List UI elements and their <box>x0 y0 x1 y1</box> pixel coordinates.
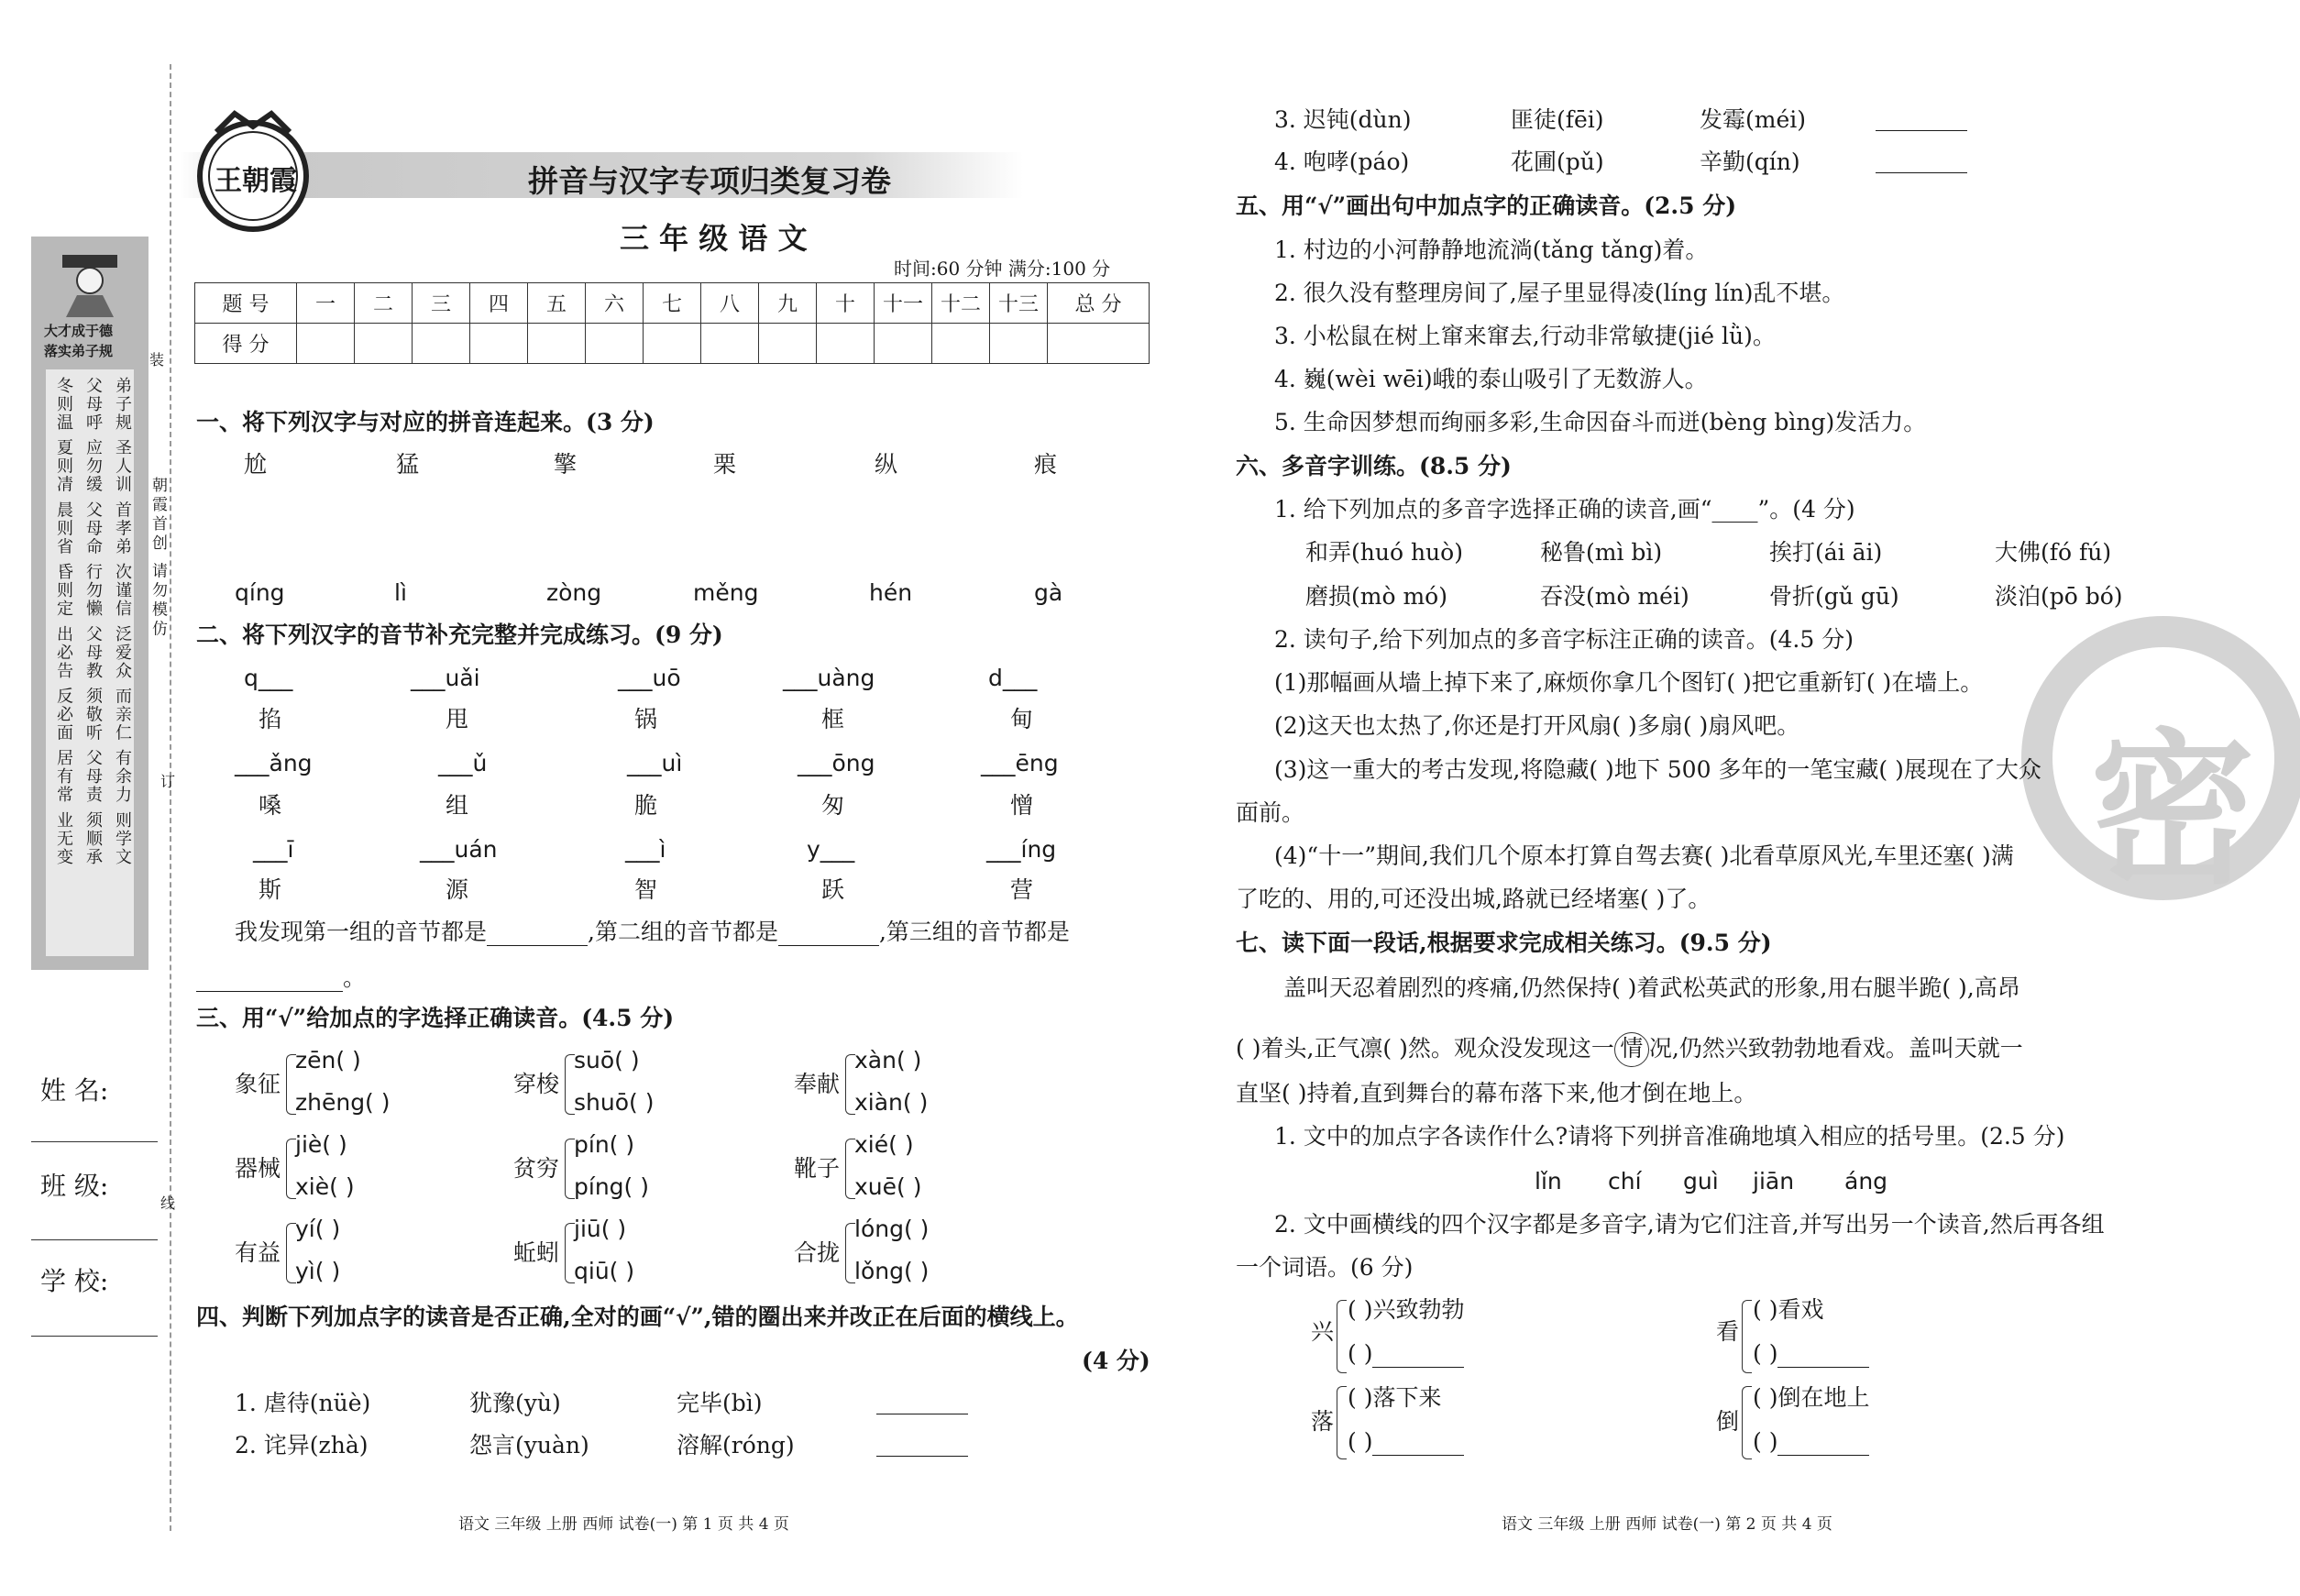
verse-col-2: 父母呼 应勿缓 父母命 行勿懒 父母教 须敬听 父母责 须顺承 <box>83 377 103 867</box>
s6-sentence[interactable]: (4)“十一”期间,我们几个原本打算自驾去赛( )北看草原风光,车里还塞( )满 <box>1274 842 2014 869</box>
sidebar-panel <box>31 237 149 970</box>
s6-word[interactable]: 磨损(mò mó) <box>1305 583 1447 610</box>
s3-word: 靴子 <box>794 1155 841 1182</box>
verse-col-3: 冬则温 夏则凊 晨则省 昏则定 出必告 反必面 居有常 业无变 <box>54 377 73 867</box>
name-field[interactable] <box>31 1141 158 1142</box>
s7-group-line[interactable]: ( )倒在地上 <box>1753 1384 1870 1411</box>
s2-char: 甸 <box>1010 706 1034 732</box>
s1-pinyin[interactable]: měng <box>693 579 759 606</box>
s3-option[interactable]: lóng( ) <box>854 1216 930 1242</box>
answer-blank[interactable] <box>487 923 588 946</box>
s6-word[interactable]: 挨打(ái āi) <box>1769 539 1883 566</box>
s3-word: 贫穷 <box>513 1155 560 1182</box>
s3-option[interactable]: xiè( ) <box>295 1173 355 1200</box>
s2-syllable[interactable]: ___uàng <box>783 665 875 691</box>
s6-sentence[interactable]: 了吃的、用的,可还没出城,路就已经堵塞( )了。 <box>1236 886 1711 912</box>
s2-syllable[interactable]: ___ī <box>253 836 294 863</box>
s4-item[interactable]: 完毕(bì) <box>677 1390 763 1416</box>
s3-option[interactable]: jiè( ) <box>295 1131 347 1158</box>
s3-option[interactable]: suō( ) <box>574 1047 640 1073</box>
s3-option[interactable]: xié( ) <box>854 1131 914 1158</box>
s2-char: 框 <box>821 706 845 732</box>
s7-group-line[interactable]: ( ) <box>1753 1340 1869 1368</box>
s4-item[interactable]: 发霉(méi) <box>1700 106 1807 133</box>
s7-pinyin[interactable]: lǐn <box>1535 1168 1562 1194</box>
s1-title: 一、将下列汉字与对应的拼音连起来。(3 分) <box>196 409 655 435</box>
s1-pinyin[interactable]: zòng <box>546 579 602 606</box>
s3-option[interactable]: pín( ) <box>574 1131 635 1158</box>
motto-2: 落实弟子规 <box>44 343 114 359</box>
s5-item[interactable]: 4. 巍(wèi wēi)峨的泰山吸引了无数游人。 <box>1274 366 1708 392</box>
s3-option[interactable]: zēn( ) <box>295 1047 361 1073</box>
s7-group-line[interactable]: ( ) <box>1348 1428 1464 1456</box>
s2-syllable[interactable]: y___ <box>807 836 855 863</box>
s6-sentence: 面前。 <box>1236 799 1305 826</box>
s6-sentence[interactable]: (2)这天也太热了,你还是打开风扇( )多扇( )扇风吧。 <box>1274 712 1800 739</box>
score-table <box>194 282 1150 364</box>
s2-char: 憎 <box>1010 792 1034 819</box>
answer-blank[interactable] <box>778 923 879 946</box>
s7-group-char: 落 <box>1311 1408 1335 1435</box>
class-field[interactable] <box>31 1239 158 1240</box>
s5-item[interactable]: 3. 小松鼠在树上窜来窜去,行动非常敏捷(jié lǜ)。 <box>1274 323 1776 349</box>
s4-item[interactable]: 犹豫(yù) <box>469 1390 561 1416</box>
s7-q2: 2. 文中画横线的四个汉字都是多音字,请为它们注音,并写出另一个读音,然后再各组 <box>1274 1211 2105 1238</box>
s7-group-char: 看 <box>1716 1318 1740 1345</box>
s1-pinyin[interactable]: qíng <box>235 579 285 606</box>
s4-title: 四、判断下列加点字的读音是否正确,全对的画“√”,错的圈出来并改正在后面的横线上。 <box>196 1304 1079 1330</box>
s2-char: 嗓 <box>259 792 282 819</box>
footer-right: 语文 三年级 上册 西师 试卷(一) 第 2 页 共 4 页 <box>1502 1515 1832 1534</box>
brace-icon <box>1742 1300 1752 1373</box>
circled-char: 情 <box>1614 1032 1649 1067</box>
s6-title: 六、多音字训练。(8.5 分) <box>1236 453 1512 479</box>
school-field[interactable] <box>31 1336 158 1337</box>
s1-pinyin[interactable]: gà <box>1034 579 1063 606</box>
s3-word: 器械 <box>235 1155 281 1182</box>
s3-word: 有益 <box>235 1239 281 1266</box>
s3-option[interactable]: xàn( ) <box>854 1047 922 1073</box>
s3-option[interactable]: yí( ) <box>295 1216 341 1242</box>
s6-word[interactable]: 和弄(huó huò) <box>1305 539 1463 566</box>
page-title: 拼音与汉字专项归类复习卷 <box>528 163 891 199</box>
s4-item[interactable]: 花圃(pǔ) <box>1511 149 1604 175</box>
s2-char: 匆 <box>821 792 845 819</box>
s3-option[interactable]: yì( ) <box>295 1258 341 1284</box>
s2-char: 斯 <box>259 876 282 903</box>
cut-mark-2: 订 <box>160 773 176 790</box>
answer-blank <box>1372 1345 1464 1368</box>
s2-char: 甩 <box>446 706 469 732</box>
brace-icon <box>1337 1300 1347 1373</box>
s2-question-end: 。 <box>196 964 366 992</box>
s6-word[interactable]: 吞没(mò méi) <box>1540 583 1689 610</box>
brace-icon <box>1742 1386 1752 1459</box>
s3-word: 奉献 <box>794 1071 841 1097</box>
motto-1: 大才成于德 <box>44 323 114 339</box>
s2-syllable[interactable]: ___ōng <box>798 750 875 776</box>
s4-item[interactable]: 怨言(yuàn) <box>469 1432 589 1458</box>
s2-syllable[interactable]: ___uō <box>618 665 681 691</box>
s6-word[interactable]: 秘鲁(mì bì) <box>1540 539 1663 566</box>
s7-paragraph[interactable]: 盖叫天忍着剧烈的疼痛,仍然保持( )着武松英武的形象,用右腿半跪( ),高昂 <box>1283 974 2020 1001</box>
answer-blank[interactable] <box>876 1392 968 1414</box>
s3-option[interactable]: lǒng( ) <box>854 1258 930 1284</box>
s2-question: 我发现第一组的音节都是 ,第二组的音节都是 ,第三组的音节都是 <box>235 919 1070 945</box>
s5-item[interactable]: 2. 很久没有整理房间了,屋子里显得凌(líng lín)乱不堪。 <box>1274 280 1845 306</box>
s2-char: 智 <box>634 876 658 903</box>
s2-syllable[interactable]: ___ēng <box>981 750 1059 776</box>
s2-char: 营 <box>1010 876 1034 903</box>
s4-item[interactable]: 3. 迟钝(dùn) <box>1274 106 1412 133</box>
answer-blank <box>1777 1345 1869 1368</box>
s4-score: (4 分) <box>1082 1348 1150 1374</box>
s4-item[interactable]: 匪徒(fēi) <box>1511 106 1604 133</box>
answer-blank[interactable] <box>196 969 343 992</box>
s3-option[interactable]: shuō( ) <box>574 1089 655 1116</box>
s6-word[interactable]: 骨折(gǔ gū) <box>1769 583 1899 610</box>
s6-sentence[interactable]: (3)这一重大的考古发现,将隐藏( )地下 500 多年的一笔宝藏( )展现在了大众 <box>1274 756 2041 783</box>
s1-pinyin[interactable]: lì <box>394 579 407 606</box>
s3-option[interactable]: xuē( ) <box>854 1173 922 1200</box>
s3-option[interactable]: jiū( ) <box>574 1216 627 1242</box>
s2-syllable[interactable]: ___uǎi <box>411 665 480 691</box>
answer-blank <box>1777 1433 1869 1456</box>
s2-syllable[interactable]: ___ǎng <box>235 750 313 776</box>
s7-title: 七、读下面一段话,根据要求完成相关练习。(9.5 分) <box>1236 930 1772 956</box>
s7-pinyin[interactable]: áng <box>1844 1168 1888 1194</box>
logo-text: 王朝霞 <box>215 165 297 197</box>
s1-char[interactable]: 纵 <box>875 451 898 478</box>
s2-char: 源 <box>446 876 469 903</box>
s1-char[interactable]: 栗 <box>713 451 737 478</box>
time-info: 时间:60 分钟 满分:100 分 <box>894 258 1111 280</box>
seal-glyph-icon: 密 <box>2090 715 2256 907</box>
s1-char[interactable]: 痕 <box>1034 451 1058 478</box>
cut-line <box>170 64 171 1531</box>
s2-syllable[interactable]: q___ <box>244 665 293 691</box>
s6-sentence[interactable]: (1)那幅画从墙上掉下来了,麻烦你拿几个图钉( )把它重新钉( )在墙上。 <box>1274 669 1984 696</box>
s1-pinyin[interactable]: hén <box>869 579 913 606</box>
s3-option[interactable]: zhēng( ) <box>295 1089 391 1116</box>
s6-q2: 2. 读句子,给下列加点的多音字标注正确的读音。(4.5 分) <box>1274 626 1854 653</box>
verses-box <box>46 369 134 956</box>
s2-syllable[interactable]: ___ì <box>625 836 666 863</box>
name-label: 姓 名: <box>40 1075 109 1106</box>
s2-char: 组 <box>446 792 469 819</box>
answer-blank[interactable] <box>876 1434 968 1457</box>
s5-title: 五、用“√”画出句中加点字的正确读音。(2.5 分) <box>1236 193 1737 219</box>
answer-blank[interactable] <box>1876 150 1967 173</box>
s4-item[interactable]: 溶解(róng) <box>677 1432 795 1458</box>
s1-char[interactable]: 尬 <box>244 451 268 478</box>
s6-word[interactable]: 淡泊(pō bó) <box>1995 583 2123 610</box>
s2-title: 二、将下列汉字的音节补充完整并完成练习。(9 分) <box>196 622 723 648</box>
cut-mark-1: 装 <box>149 351 165 369</box>
s3-option[interactable]: qiū( ) <box>574 1258 635 1284</box>
s2-syllable[interactable]: ___ǔ <box>438 750 488 776</box>
subtitle: 三 年 级 语 文 <box>620 221 808 256</box>
s4-item[interactable]: 1. 虐待(nüè) <box>235 1390 371 1416</box>
s7-paragraph[interactable]: 直坚( )持着,直到舞台的幕布落下来,他才倒在地上。 <box>1236 1080 1757 1106</box>
s2-syllable[interactable]: ___uán <box>420 836 498 863</box>
s7-group-char: 兴 <box>1311 1318 1335 1345</box>
score-header-row: 题 号 一 二 三 四 五 六 七 八 九 十 十一 十二 十三 总 分 <box>195 283 1150 324</box>
class-label: 班 级: <box>40 1171 109 1201</box>
s7-q2-end: 一个词语。(6 分) <box>1236 1254 1414 1281</box>
s2-syllable[interactable]: d___ <box>988 665 1038 691</box>
s7-group-line[interactable]: ( )落下来 <box>1348 1384 1442 1411</box>
school-label: 学 校: <box>40 1266 109 1296</box>
cut-mark-3: 线 <box>160 1194 176 1212</box>
s2-syllable[interactable]: ___íng <box>986 836 1057 863</box>
s5-item[interactable]: 1. 村边的小河静静地流淌(tǎng tǎng)着。 <box>1274 237 1709 263</box>
s2-char: 脆 <box>634 792 658 819</box>
s1-char[interactable]: 猛 <box>396 451 420 478</box>
s4-item[interactable]: 2. 诧异(zhà) <box>235 1432 369 1458</box>
s3-title: 三、用“√”给加点的字选择正确读音。(4.5 分) <box>196 1005 675 1031</box>
footer-left: 语文 三年级 上册 西师 试卷(一) 第 1 页 共 4 页 <box>458 1515 789 1534</box>
s4-item[interactable]: 辛勤(qín) <box>1700 149 1800 175</box>
s2-syllable[interactable]: ___uì <box>627 750 683 776</box>
s7-q1: 1. 文中的加点字各读作什么?请将下列拼音准确地填入相应的括号里。(2.5 分) <box>1274 1123 2065 1150</box>
s7-group-line[interactable]: ( ) <box>1753 1428 1869 1456</box>
score-input-row: 得 分 <box>195 324 1150 364</box>
s2-char: 跃 <box>821 876 845 903</box>
s3-word: 象征 <box>235 1071 281 1097</box>
answer-blank <box>1372 1433 1464 1456</box>
answer-blank[interactable] <box>1876 108 1967 131</box>
s7-group-line[interactable]: ( )兴致勃勃 <box>1348 1296 1465 1323</box>
s2-char: 锅 <box>634 706 658 732</box>
s7-group-line[interactable]: ( ) <box>1348 1340 1464 1368</box>
s3-option[interactable]: xiàn( ) <box>854 1089 929 1116</box>
scholar-icon <box>53 246 127 319</box>
s3-option[interactable]: píng( ) <box>574 1173 649 1200</box>
verse-col-1: 弟子规 圣人训 首孝弟 次谨信 泛爱众 而亲仁 有余力 则学文 <box>113 377 132 867</box>
s6-q1: 1. 给下列加点的多音字选择正确的读音,画“____”。(4 分) <box>1274 496 1855 523</box>
s7-pinyin[interactable]: chí <box>1608 1168 1642 1194</box>
s3-word: 合拢 <box>794 1239 841 1266</box>
s7-pinyin[interactable]: guì <box>1683 1168 1719 1194</box>
s7-pinyin[interactable]: jiān <box>1753 1168 1795 1194</box>
s1-char[interactable]: 擎 <box>554 451 578 478</box>
s7-group-line[interactable]: ( )看戏 <box>1753 1296 1824 1323</box>
s5-item[interactable]: 5. 生命因梦想而绚丽多彩,生命因奋斗而迸(bèng bìng)发活力。 <box>1274 409 1927 435</box>
s4-item[interactable]: 4. 咆哮(páo) <box>1274 149 1410 175</box>
s6-word[interactable]: 大佛(fó fú) <box>1995 539 2112 566</box>
s3-word: 穿梭 <box>513 1071 560 1097</box>
vertical-notes: 朝霞首创 请勿模仿 <box>149 477 167 640</box>
s7-paragraph[interactable]: ( )着头,正气凛( )然。观众没发现这一 情 况,仍然兴致勃勃地看戏。盖叫天就一 <box>1236 1032 2023 1067</box>
s7-group-char: 倒 <box>1716 1408 1740 1435</box>
brace-icon <box>1337 1386 1347 1459</box>
s2-char: 掐 <box>259 706 282 732</box>
s3-word: 蚯蚓 <box>513 1239 560 1266</box>
header-banner <box>180 125 1023 249</box>
